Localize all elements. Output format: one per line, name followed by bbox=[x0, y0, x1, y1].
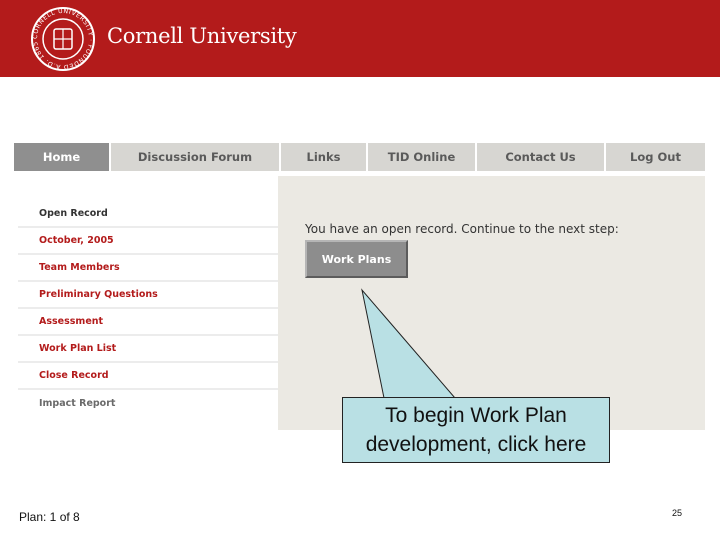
next-step-message: You have an open record. Continue to the next step: bbox=[305, 222, 619, 236]
slide-page-number: 25 bbox=[672, 508, 683, 518]
sidebar-heading-open-record: Open Record bbox=[18, 201, 278, 228]
record-sidebar bbox=[14, 201, 278, 417]
sidebar-item-assessment[interactable]: Assessment bbox=[18, 309, 278, 336]
nav-discussion-forum[interactable]: Discussion Forum bbox=[111, 143, 281, 171]
callout-annotation: To begin Work Plan development, click here bbox=[342, 397, 610, 463]
plan-counter: Plan: 1 of 8 bbox=[19, 510, 80, 524]
work-plans-button[interactable]: Work Plans bbox=[305, 240, 408, 278]
content-panel bbox=[278, 176, 705, 430]
nav-log-out[interactable]: Log Out bbox=[630, 150, 681, 164]
nav-links[interactable]: Links bbox=[281, 143, 368, 171]
sidebar-item-work-plan-list[interactable]: Work Plan List bbox=[18, 336, 278, 363]
sidebar-item-close-record[interactable]: Close Record bbox=[18, 363, 278, 390]
seal-text: CORNELL UNIVERSITY · FOUNDED A.D. 1865 bbox=[31, 7, 95, 71]
nav-home[interactable]: Home bbox=[14, 143, 111, 171]
sidebar-item-impact-report[interactable]: Impact Report bbox=[39, 398, 116, 409]
university-seal-logo bbox=[30, 6, 96, 72]
sidebar-item-preliminary-questions[interactable]: Preliminary Questions bbox=[18, 282, 278, 309]
sidebar-item-team-members[interactable]: Team Members bbox=[18, 255, 278, 282]
brand-name[interactable]: Cornell University bbox=[107, 24, 297, 48]
main-nav bbox=[14, 143, 705, 171]
nav-contact-us[interactable]: Contact Us bbox=[477, 143, 606, 171]
sidebar-item-october-2005[interactable]: October, 2005 bbox=[18, 228, 278, 255]
site-header bbox=[0, 0, 720, 77]
nav-tid-online[interactable]: TID Online bbox=[368, 143, 477, 171]
